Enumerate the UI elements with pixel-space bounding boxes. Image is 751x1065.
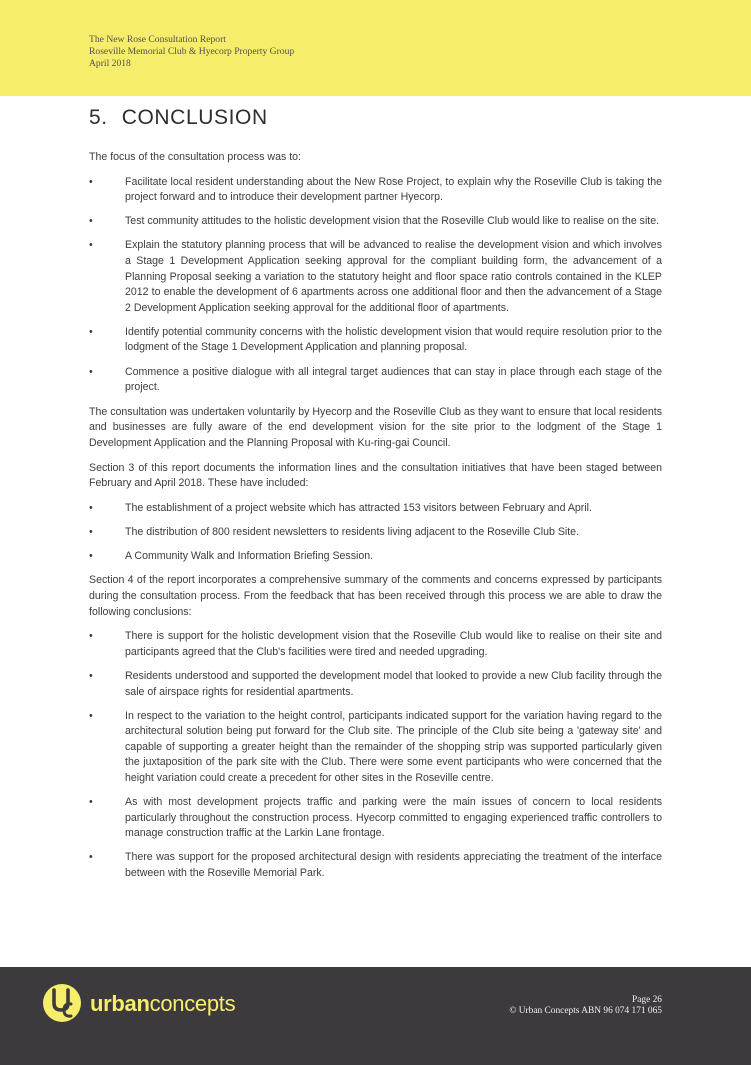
- report-date: April 2018: [89, 58, 131, 69]
- list-item: • The distribution of 800 resident newsletters to residents living adjacent to the Roseville Club Site.: [89, 525, 662, 541]
- list-item: • Identify potential community concerns with the holistic development vision that would require resolution prior to the lodgment of the Stage 1 Development Application and planning proposal.: [89, 325, 662, 354]
- page-number: Page 26: [632, 995, 662, 1005]
- page-header: [0, 0, 751, 96]
- section-number: 5.: [89, 106, 108, 129]
- list-item: • A Community Walk and Information Briefing Session.: [89, 549, 662, 565]
- section3-paragraph: Section 3 of this report documents the information lines and the consultation initiatives that have been staged between February and April 2018. These have included:: [89, 461, 662, 490]
- page-footer: [0, 967, 751, 1065]
- focus-list: [89, 175, 662, 396]
- main-content: [89, 104, 662, 891]
- voluntary-paragraph: The consultation was undertaken voluntarily by Hyecorp and the Roseville Club as they want to ensure that local residents and businesses are fully aware of the end development vision for the site prior to the lodgment of the Stage 1 Development Application and the Planning Proposal with Ku-ring-gai Council.: [89, 405, 662, 449]
- bullet: •: [89, 175, 93, 188]
- bullet: •: [89, 525, 93, 538]
- bullet: •: [89, 630, 93, 643]
- section-title: CONCLUSION: [121, 106, 268, 129]
- bullet: •: [89, 709, 93, 722]
- bullet: •: [89, 796, 93, 809]
- list-item: • In respect to the variation to the height control, participants indicated support for the variation having regard to the architectural solution being put forward for the Club site. The principle of the Club site being a 'gateway site' and capable of supporting a greater height than the remainder of the shopping strip was supported particularly given the juxtaposition of the park site with the Club. There were some event participants who were concerned that the height variation could create a precedent for other sites in the Roseville centre.: [89, 709, 662, 784]
- list-item: • Commence a positive dialogue with all integral target audiences that can stay in place through each stage of the project.: [89, 365, 662, 394]
- section-heading: [89, 104, 662, 132]
- list-item: • The establishment of a project website which has attracted 153 visitors between February and April.: [89, 501, 662, 517]
- list-item: • Facilitate local resident understanding about the New Rose Project, to explain why the Roseville Club is taking the project forward and to introduce their development partner Hyecorp.: [89, 175, 662, 204]
- conclusions-list: [89, 629, 662, 881]
- list-item: • There was support for the proposed architectural design with residents appreciating the treatment of the interface between with the Roseville Memorial Park.: [89, 851, 662, 879]
- initiatives-list: [89, 501, 662, 565]
- intro-paragraph: The focus of the consultation process was to:: [89, 151, 301, 163]
- list-item: • Explain the statutory planning process that will be advanced to realise the development vision and which involves a Stage 1 Development Application seeking approval for the compliant building form, the advancement of a Planning Proposal seeking a variation to the statutory height and floor space ratio controls contained in the KLEP 2012 to enable the development of 6 apartments across one additional floor and then the advancement of a Stage 2 Development Application seeking approval for the additional floor of apartments.: [89, 239, 662, 314]
- bullet: •: [89, 365, 93, 378]
- urban-concepts-logo-icon: [42, 983, 82, 1023]
- list-item: • Test community attitudes to the holistic development vision that the Roseville Club would like to realise on the site.: [89, 214, 662, 230]
- bullet: •: [89, 669, 93, 682]
- bullet: •: [89, 501, 93, 514]
- bullet: •: [89, 549, 93, 562]
- header-info: [89, 34, 294, 70]
- report-parties: Roseville Memorial Club & Hyecorp Property Group: [89, 46, 295, 57]
- list-item: • There is support for the holistic development vision that the Roseville Club would like to realise on their site and participants agreed that the Club's facilities were tired and needed upgrading.: [89, 630, 662, 658]
- list-item: • Residents understood and supported the development model that looked to provide a new Club facility through the sale of airspace rights for residential apartments.: [89, 669, 662, 698]
- bullet: •: [89, 851, 93, 864]
- report-title: The New Rose Consultation Report: [89, 34, 226, 45]
- footer-info: [509, 995, 662, 1017]
- bullet: •: [89, 239, 93, 252]
- bullet: •: [89, 325, 93, 338]
- list-item: • As with most development projects traffic and parking were the main issues of concern to local residents particularly throughout the construction process. Hyecorp committed to engaging experienced traffic controllers to manage construction traffic at the Larkin Lane frontage.: [89, 796, 662, 840]
- copyright: © Urban Concepts ABN 96 074 171 065: [509, 1006, 662, 1016]
- section4-paragraph: Section 4 of the report incorporates a comprehensive summary of the comments and concerns expressed by participants during the consultation process. From the feedback that has been received through this process we are able to draw the following conclusions:: [89, 574, 662, 618]
- bullet: •: [89, 215, 93, 228]
- logo-wordmark: urbanconcepts: [90, 991, 236, 1016]
